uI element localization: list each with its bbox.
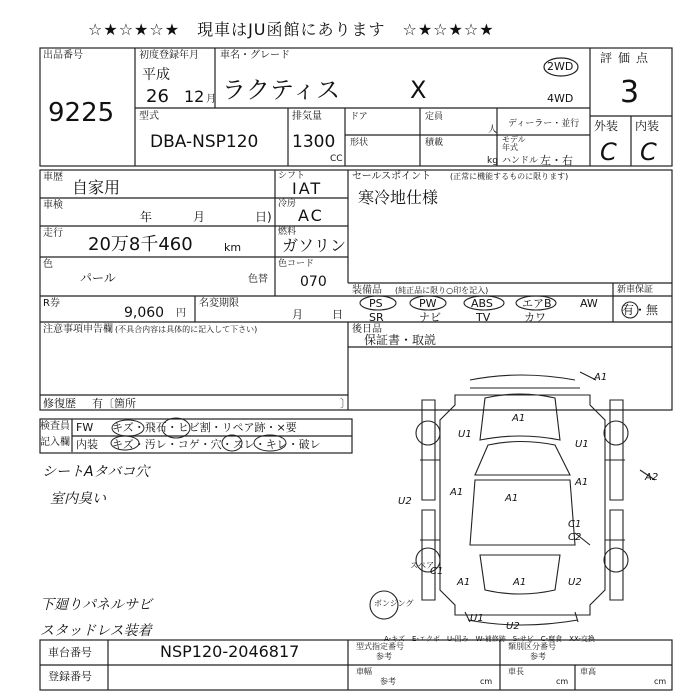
door-label: ドア <box>350 112 368 122</box>
damage-mark: A1 <box>513 577 527 588</box>
damage-mark: A1 <box>594 372 608 383</box>
equip-abs: ABS <box>471 297 493 310</box>
repair-value: 有〔箇所 <box>92 397 136 410</box>
attention-note: (不具合内容は具体的に記入して下さい) <box>115 325 258 334</box>
lot-label: 出品番号 <box>43 50 83 61</box>
name-change-day: 日 <box>332 308 343 321</box>
inspector-row1: キズ・飛石・ヒビ割・リペア跡・×要 <box>112 421 297 434</box>
inspector-row2-label: 内装 <box>76 438 98 451</box>
inspector-row1-label: FW <box>76 421 94 434</box>
shape-label: 形状 <box>350 138 369 148</box>
note-4: スタッドレス装着 <box>40 623 152 639</box>
shift-value: IAT <box>292 179 323 198</box>
damage-mark: U1 <box>458 429 472 440</box>
spec-ref: 参考 <box>376 652 392 661</box>
class-label: 類別区分番号 <box>508 642 556 651</box>
inspector-row2: キズ・汚レ・コゲ・穴・スレ・キレ・破レ <box>112 438 321 451</box>
spare-label: スペア <box>410 561 434 570</box>
displacement-label: 排気量 <box>292 111 322 122</box>
height-label: 車高 <box>580 667 596 676</box>
width-ref: 参考 <box>380 677 396 686</box>
drive-4wd: 4WD <box>547 92 574 105</box>
new-reg-label: 新車保証 <box>617 285 654 295</box>
lot-number: 9225 <box>48 98 115 128</box>
kg-label: kg <box>487 156 498 166</box>
reg-month-unit: 月 <box>206 94 216 105</box>
equip-tv: TV <box>476 311 491 324</box>
note-3: 下廻りパネルサビ <box>40 597 152 613</box>
width-label: 車幅 <box>356 667 372 676</box>
height-unit: cm <box>654 677 667 686</box>
equip-airbag: エアB <box>522 297 552 310</box>
type-label: 型式 <box>139 111 159 122</box>
equip-ps: PS <box>369 297 383 310</box>
banner: ☆★☆★☆★ 現車はJU函館にあります ☆★☆★☆★ <box>88 20 495 39</box>
score-label: 評価点 <box>600 51 655 65</box>
new-reg-value: 有・無 <box>622 303 659 317</box>
equipment-note: (純正品に限り○印を記入) <box>395 286 489 295</box>
model-name: ラクティス <box>222 76 341 104</box>
damage-mark: U1 <box>575 439 589 450</box>
damage-mark: A1 <box>512 413 526 424</box>
history-label: 車歴 <box>43 172 63 183</box>
chassis-label: 車台番号 <box>48 646 92 659</box>
inspection-label: 車検 <box>43 200 63 211</box>
damage-mark: U2 <box>398 496 412 507</box>
damage-mark: C2 <box>568 532 582 543</box>
damage-mark: U2 <box>506 621 520 632</box>
shift-label: シフト <box>278 171 306 181</box>
equip-leather: カワ <box>524 311 546 324</box>
persons-label: 人 <box>488 125 498 135</box>
spec-label: 型式指定番号 <box>356 642 404 651</box>
attention-label: 注意事項申告欄 <box>43 324 113 335</box>
class-ref: 参考 <box>530 652 546 661</box>
damage-mark: U1 <box>470 613 484 624</box>
damage-mark: A1 <box>505 493 519 504</box>
damage-mark: A1 <box>575 477 589 488</box>
handle-label: ハンドル <box>502 156 539 166</box>
length-label: 車長 <box>508 667 524 676</box>
repair-close: 〕 <box>340 397 351 410</box>
capacity-label: 定員 <box>425 112 444 122</box>
ac-value: AC <box>298 206 324 225</box>
mileage-label: 走行 <box>43 228 63 239</box>
later-label: 後日品 <box>352 324 382 335</box>
dealer-label: ディーラー・並行 <box>508 119 580 129</box>
note-1: シートAタバコ穴 <box>42 464 150 480</box>
damage-legend: A-キズ E-エクボ U-凹み W-補修跡 S-サビ C-腐食 XX-交換 <box>384 635 595 643</box>
mileage-unit: km <box>224 241 242 254</box>
name-change-label: 名変期限 <box>199 298 239 309</box>
color-code-label: 色コード <box>278 259 315 269</box>
model-label: 車名・グレード <box>220 50 290 61</box>
inspection-day: 日) <box>255 210 272 224</box>
displacement-unit: CC <box>330 154 343 164</box>
length-unit: cm <box>556 677 569 686</box>
damage-mark: C1 <box>430 566 444 577</box>
repair-label: 修復歴 <box>43 397 76 410</box>
equipment-label: 装備品 <box>352 285 382 296</box>
equip-sr: SR <box>369 311 384 324</box>
equip-aw: AW <box>580 297 598 310</box>
ext-label: 外装 <box>594 119 619 133</box>
type-value: DBA-NSP120 <box>150 132 259 152</box>
reg-no-label: 登録番号 <box>48 670 92 683</box>
equip-pw: PW <box>419 297 437 310</box>
reg-label: 初度登録年月 <box>139 50 199 61</box>
selling-label: セールスポイント <box>352 171 432 182</box>
inspection-year: 年 <box>140 210 153 224</box>
history-value: 自家用 <box>72 178 121 197</box>
width-unit: cm <box>480 677 493 686</box>
fuel-value: ガソリン <box>282 236 347 255</box>
model-year-label: モデル 年式 <box>502 135 526 153</box>
model-grade: X <box>410 76 427 104</box>
int-label: 内装 <box>635 119 660 133</box>
int-value: C <box>640 138 657 166</box>
damage-mark: A1 <box>457 577 471 588</box>
name-change-month: 月 <box>292 308 303 321</box>
fuel-label: 燃料 <box>278 227 297 237</box>
inspection-month: 月 <box>193 210 206 224</box>
color-code: 070 <box>300 274 327 290</box>
damage-mark: A1 <box>450 487 464 498</box>
color-label: 色 <box>43 259 53 270</box>
ext-value: C <box>600 138 617 166</box>
handle-value: 左・右 <box>540 154 573 167</box>
ac-label: 冷房 <box>278 199 297 209</box>
note-2: 室内臭い <box>50 491 106 507</box>
load-label: 積載 <box>425 138 444 148</box>
inspector-label-1: 検査員 <box>40 421 70 432</box>
mileage-value: 20万8千460 <box>88 234 193 255</box>
recycle-label: R券 <box>43 298 60 309</box>
damage-mark: C1 <box>568 519 582 530</box>
later-value: 保証書・取説 <box>364 333 437 347</box>
selling-note: (正常に機能するものに限ります) <box>450 172 569 181</box>
drive-2wd: 2WD <box>547 60 574 73</box>
score-value: 3 <box>620 75 640 110</box>
displacement-value: 1300 <box>292 132 336 152</box>
damage-mark: U2 <box>568 577 582 588</box>
reg-year: 26 <box>146 86 169 107</box>
reg-month: 12 <box>184 87 205 106</box>
recycle-value: 9,060 <box>124 305 165 321</box>
inspector-label-2: 記入欄 <box>40 437 70 448</box>
color-value: パール <box>80 271 116 285</box>
equip-navi: ナビ <box>419 311 441 324</box>
reg-era: 平成 <box>142 67 170 83</box>
recycle-unit: 円 <box>176 308 186 319</box>
color-change-label: 色替 <box>248 274 268 285</box>
chassis-value: NSP120-2046817 <box>160 642 300 661</box>
selling-value: 寒冷地仕様 <box>358 188 439 207</box>
damage-mark: A2 <box>645 472 659 483</box>
diagram-note: ボンジング <box>374 599 414 608</box>
